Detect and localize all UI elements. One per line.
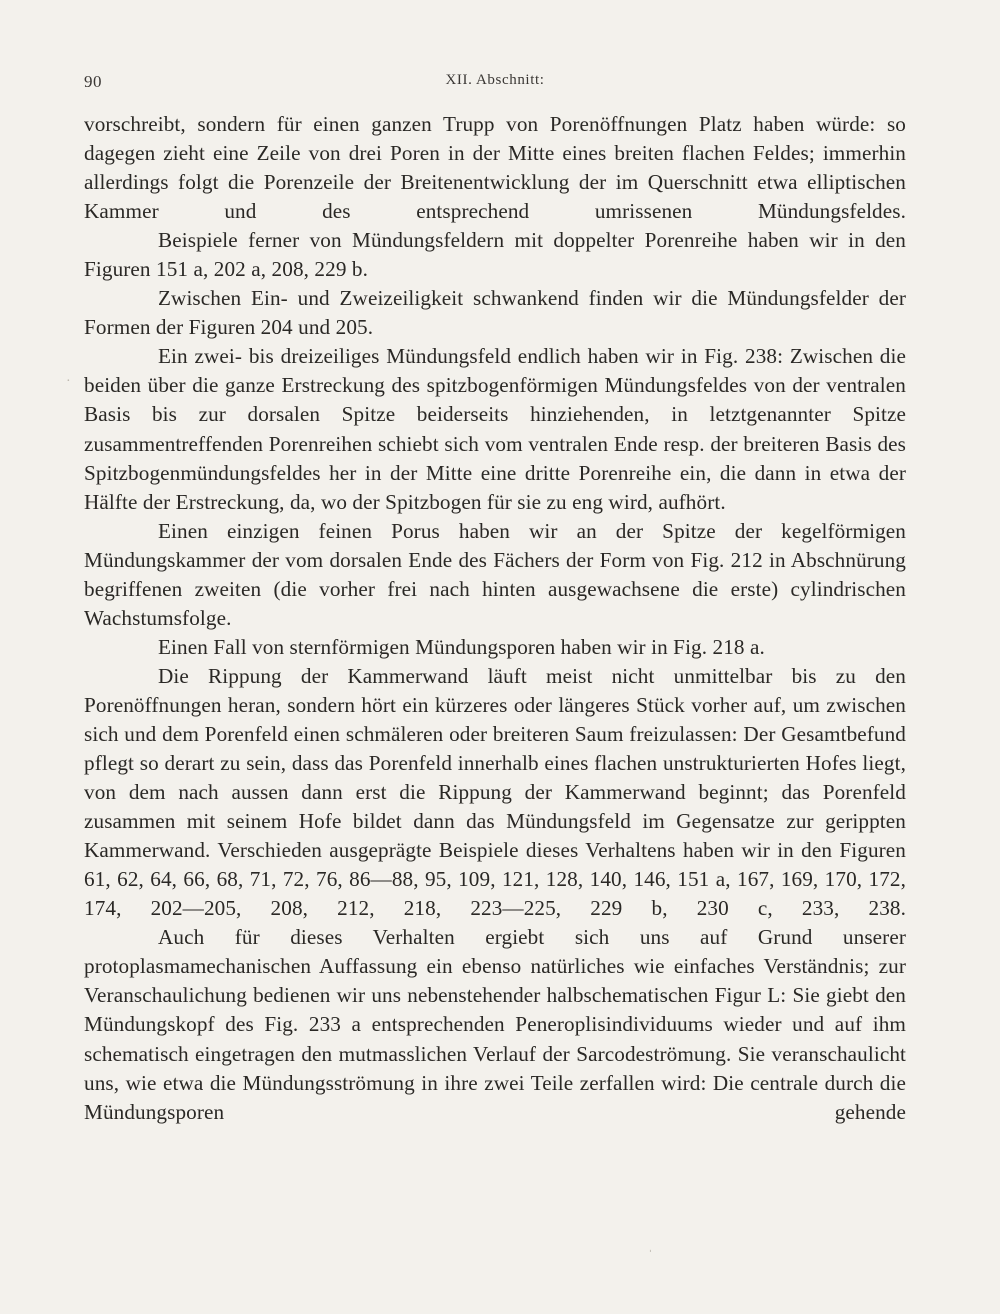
paragraph-1: vorschreibt, sondern für einen ganzen Trupp von Porenöffnungen Platz haben würde: so dagegen zieht eine Zeile von drei Poren in der Mitte eines breiten flachen Feldes; immerhin allerdings folgt die Porenzeile der Breitenentwicklung der im Querschnitt etwa elliptischen Kammer und des entsprechend umrissenen Mündungsfeldes. xyxy=(84,112,906,224)
paragraph-8: Auch für dieses Verhalten ergiebt sich uns auf Grund unserer protoplasmamechanischen Auffassung ein ebenso natürliches wie einfaches Verständnis; zur Veranschaulichung bedienen wir uns nebenstehender halbschematischen Figur L: Sie giebt den Mündungskopf des Fig. 233 a entsprechenden Peneroplisindividuums wieder und auf ihm schematisch eingetragen den mutmasslichen Verlauf der Sarcodeströmung. Sie veranschaulicht uns, wie etwa die Mündungsströmung in ihre zwei Teile zerfallen wird: Die centrale durch die Mündungsporen gehende xyxy=(84,925,906,1124)
paragraph-4: Ein zwei- bis dreizeiliges Mündungsfeld endlich haben wir in Fig. 238: Zwischen die beiden über die ganze Erstreckung des spitzbogenförmigen Mündungsfeldes von der ventralen Basis bis zur dorsalen Spitze beiderseits hinziehenden, in letztgenannter Spitze zusammentreffenden Porenreihen schiebt sich vom ventralen Ende resp. der breiteren Basis des Spitzbogenmündungsfeldes her in der Mitte eine dritte Porenreihe ein, die dann in etwa der Hälfte der Erstreckung, da, wo der Spitzbogen für sie zu eng wird, aufhört. xyxy=(84,344,906,514)
paragraph-7: Die Rippung der Kammerwand läuft meist nicht unmittelbar bis zu den Porenöffnungen heran, sondern hört ein kürzeres oder längeres Stück vorher auf, um zwischen sich und dem Porenfeld einen schmäleren oder breiteren Saum freizulassen: Der Gesamtbefund pflegt so derart zu sein, dass das Porenfeld innerhalb eines flachen unstrukturierten Hofes liegt, von dem nach aussen dann erst die Rippung der Kammerwand beginnt; das Porenfeld zusammen mit seinem Hofe bildet dann das Mündungsfeld im Gegensatze zur gerippten Kammerwand. Verschieden ausgeprägte Beispiele dieses Verhaltens haben wir in den Figuren 61, 62, 64, 66, 68, 71, 72, 76, 86—88, 95, 109, 121, 128, 140, 146, 151 a, 167, 169, 170, 172, 174, 202—205, 208, 212, 218, 223—225, 229 b, 230 c, 233, 238. xyxy=(84,663,906,921)
paragraph-2: Beispiele ferner von Mündungsfeldern mit doppelter Porenreihe haben wir in den Figuren 151 a, 202 a, 208, 229 b. xyxy=(84,228,906,282)
page-number: 90 xyxy=(84,72,102,91)
margin-dot-mark: · xyxy=(66,374,71,389)
running-head: XII. Abschnitt: xyxy=(445,72,545,88)
paper-speck-mark: ˌ xyxy=(648,1238,653,1253)
page-header xyxy=(84,72,906,96)
paragraph-6: Einen Fall von sternförmigen Mündungsporen haben wir in Fig. 218 a. xyxy=(158,634,765,659)
body-text xyxy=(84,110,906,1127)
paragraph-5: Einen einzigen feinen Porus haben wir an der Spitze der kegelförmigen Mündungskammer der vom dorsalen Ende des Fächers der Form von Fig. 212 in Abschnürung begriffenen zweiten (die vorher frei nach hinten ausgewachsene die erste) cylindrischen Wachstumsfolge. xyxy=(84,518,906,630)
paragraph-3: Zwischen Ein- und Zweizeiligkeit schwankend finden wir die Mündungsfelder der Formen der Figuren 204 und 205. xyxy=(84,286,906,340)
